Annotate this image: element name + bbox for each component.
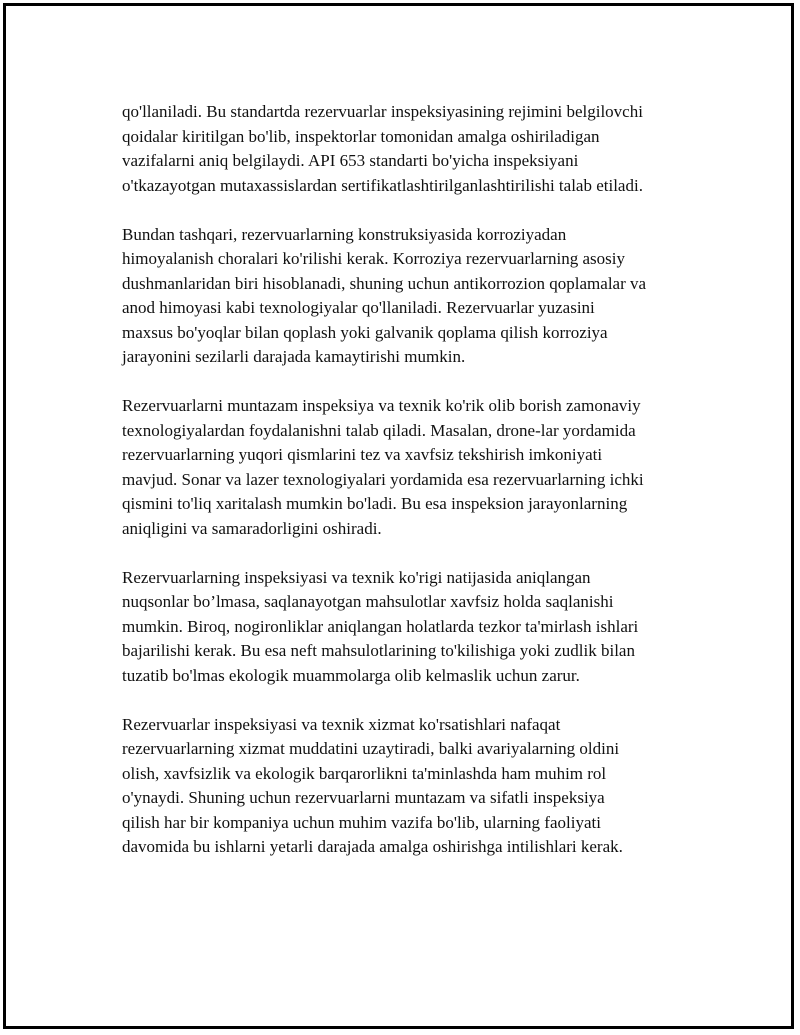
paragraph-1 <box>122 100 712 198</box>
text-line: vazifalarni aniq belgilaydi. API 653 standarti bo'yicha inspeksiyani <box>122 151 579 170</box>
text-line: qo'llaniladi. Bu standartda rezervuarlar inspeksiyasining rejimini belgilovchi <box>122 102 643 121</box>
document-body <box>122 100 712 884</box>
text-line: tuzatib bo'lmas ekologik muammolarga olib kelmaslik uchun zarur. <box>122 665 580 685</box>
text-line: o'ynaydi. Shuning uchun rezervuarlarni muntazam va sifatli inspeksiya <box>122 788 605 807</box>
text-line: bajarilishi kerak. Bu esa neft mahsulotlarining to'kilishiga yoki zudlik bilan <box>122 641 635 660</box>
text-line: Rezervuarlarni muntazam inspeksiya va texnik ko'rik olib borish zamonaviy <box>122 396 641 415</box>
paragraph-5 <box>122 713 712 860</box>
paragraph-4 <box>122 566 712 689</box>
text-line: qilish har bir kompaniya uchun muhim vazifa bo'lib, ularning faoliyati <box>122 812 601 832</box>
text-line: rezervuarlarning xizmat muddatini uzaytiradi, balki avariyalarning oldini <box>122 739 620 758</box>
text-line: Rezervuarlarning inspeksiyasi va texnik ko'rigi natijasida aniqlangan <box>122 567 591 587</box>
text-line: olish, xavfsizlik va ekologik barqarorlikni ta'minlashda ham muhim rol <box>122 763 607 783</box>
text-line: nuqsonlar bo’lmasa, saqlanayotgan mahsulotlar xavfsiz holda saqlanishi <box>122 592 614 611</box>
text-line: anod himoyasi kabi texnologiyalar qo'llaniladi. Rezervuarlar yuzasini <box>122 298 595 317</box>
text-line: rezervuarlarning yuqori qismlarini tez va xavfsiz tekshirish imkoniyati <box>122 445 603 464</box>
text-line: dushmanlaridan biri hisoblanadi, shuning uchun antikorrozion qoplamalar va <box>122 273 647 293</box>
text-line: davomida bu ishlarni yetarli darajada amalga oshirishga intilishlari kerak. <box>122 837 623 856</box>
paragraph-2 <box>122 223 712 370</box>
text-line: himoyalanish choralari ko'rilishi kerak. Korroziya rezervuarlarning asosiy <box>122 249 625 268</box>
text-line: Rezervuarlar inspeksiyasi va texnik xizmat ko'rsatishlari nafaqat <box>122 714 561 734</box>
text-line: texnologiyalardan foydalanishni talab qiladi. Masalan, drone-lar yordamida <box>122 420 636 440</box>
text-line: qoidalar kiritilgan bo'lib, inspektorlar tomonidan amalga oshiriladigan <box>122 126 600 146</box>
text-line: aniqligini va samaradorligini oshiradi. <box>122 518 382 538</box>
text-line: maxsus bo'yoqlar bilan qoplash yoki galvanik qoplama qilish korroziya <box>122 322 608 342</box>
text-line: qismini to'liq xaritalash mumkin bo'ladi. Bu esa inspeksion jarayonlarning <box>122 494 628 513</box>
text-line: mumkin. Biroq, nogironliklar aniqlangan holatlarda tezkor ta'mirlash ishlari <box>122 616 639 636</box>
text-line: jarayonini sezilarli darajada kamaytirishi mumkin. <box>122 347 466 366</box>
text-line: Bundan tashqari, rezervuarlarning konstruksiyasida korroziyadan <box>122 224 567 244</box>
paragraph-3 <box>122 394 712 541</box>
document-page <box>3 3 794 1029</box>
text-line: mavjud. Sonar va lazer texnologiyalari yordamida esa rezervuarlarning ichki <box>122 469 644 489</box>
text-line: o'tkazayotgan mutaxassislardan sertifikatlashtirilganlashtirilishi talab etiladi. <box>122 175 643 195</box>
